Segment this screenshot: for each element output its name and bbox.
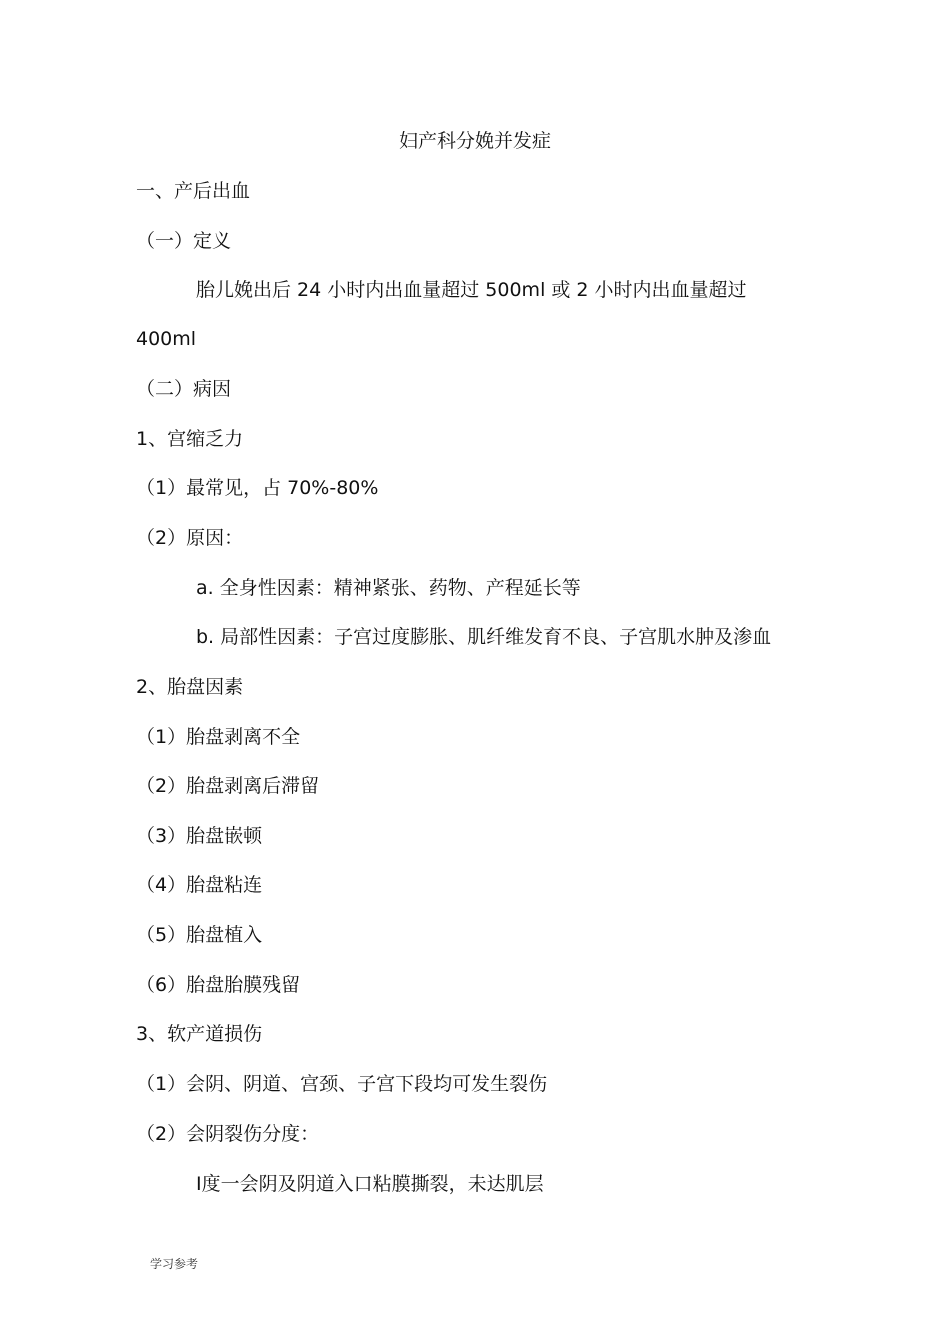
page-footer: 学习参考 (150, 1257, 199, 1271)
definition-text-line-2: 400ml (136, 328, 197, 350)
list-item-placenta-4: （4）胎盘粘连 (136, 874, 263, 896)
list-item-injury-1: （1）会阴、阴道、宫颈、子宫下段均可发生裂伤 (136, 1073, 548, 1095)
definition-text-line-1: 胎儿娩出后 24 小时内出血量超过 500ml 或 2 小时内出血量超过 (196, 279, 747, 301)
sub-item-local-factors: b. 局部性因素：子宫过度膨胀、肌纤维发育不良、子宫肌水肿及渗血 (196, 626, 772, 648)
list-item-injury-2: （2）会阴裂伤分度： (136, 1123, 320, 1145)
list-item-placenta-3: （3）胎盘嵌顿 (136, 825, 263, 847)
section-heading-postpartum-hemorrhage: 一、产后出血 (136, 180, 251, 202)
list-item-most-common: （1）最常见，占 70%-80% (136, 477, 379, 499)
list-item-placenta-6: （6）胎盘胎膜残留 (136, 974, 301, 996)
cause-heading-soft-birth-canal-injury: 3、软产道损伤 (136, 1023, 263, 1045)
list-item-reasons: （2）原因： (136, 527, 244, 549)
list-item-placenta-2: （2）胎盘剥离后滞留 (136, 775, 320, 797)
document-title: 妇产科分娩并发症 (398, 130, 551, 152)
subsection-heading-causes: （二）病因 (136, 378, 232, 400)
cause-heading-uterine-atony: 1、宫缩乏力 (136, 428, 244, 450)
subsection-heading-definition: （一）定义 (136, 230, 232, 252)
list-item-placenta-1: （1）胎盘剥离不全 (136, 726, 301, 748)
list-item-placenta-5: （5）胎盘植入 (136, 924, 263, 946)
sub-item-first-degree-tear: Ⅰ度一会阴及阴道入口粘膜撕裂，未达肌层 (196, 1173, 544, 1195)
sub-item-systemic-factors: a. 全身性因素：精神紧张、药物、产程延长等 (196, 577, 581, 599)
cause-heading-placental-factors: 2、胎盘因素 (136, 676, 244, 698)
